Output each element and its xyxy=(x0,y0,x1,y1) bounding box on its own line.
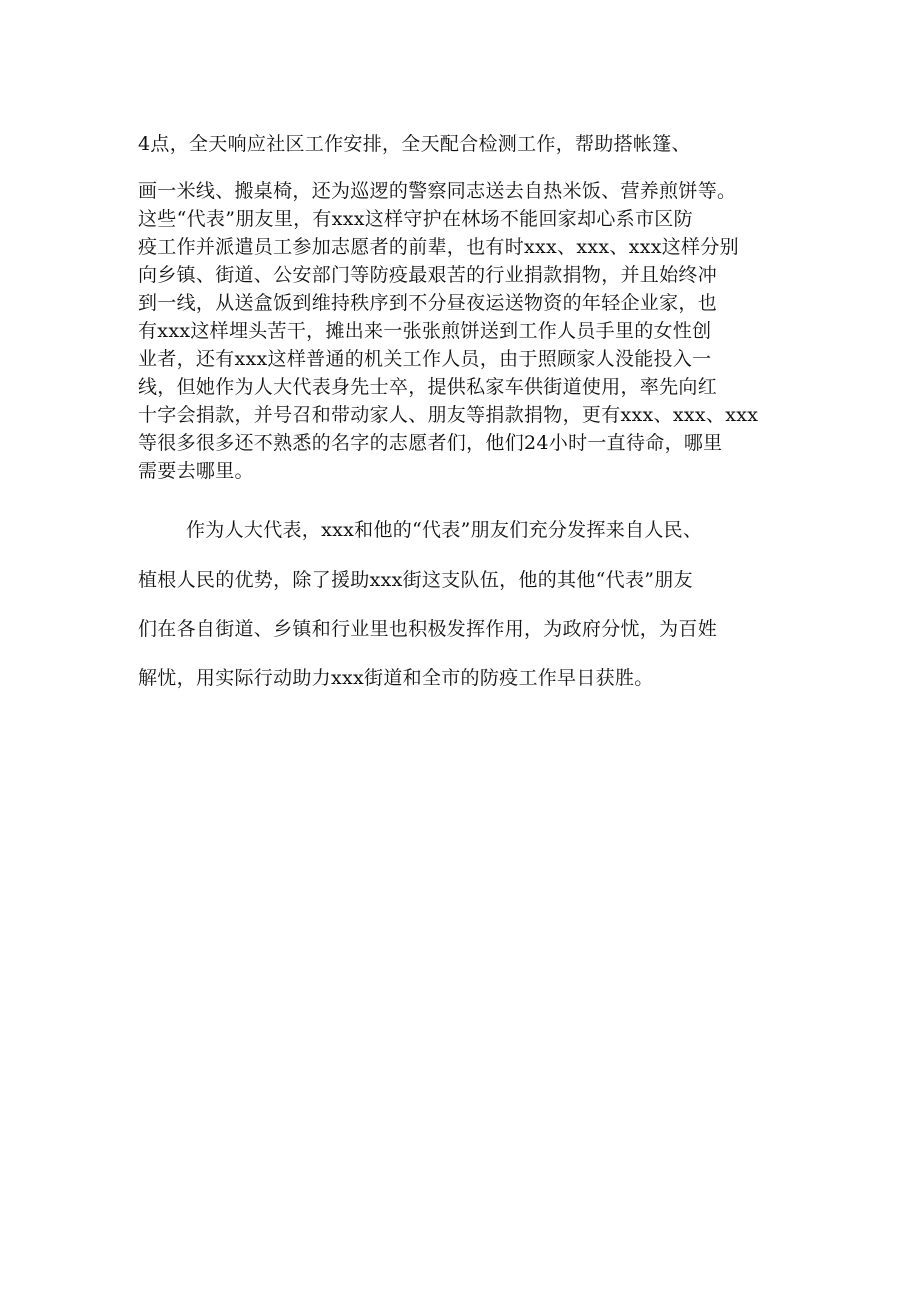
paragraph-2-line-1: 画一米线、搬桌椅，还为巡逻的警察同志送去自热米饭、营养煎饼等。 xyxy=(138,180,737,202)
paragraph-3-line-3: 们在各自街道、乡镇和行业里也积极发挥作用，为政府分忧，为百姓 xyxy=(138,618,718,640)
paragraph-2-line-8: 线，但她作为人大代表身先士卒，提供私家车供街道使用，率先向红 xyxy=(138,376,718,398)
paragraph-2-line-5: 到一线，从送盒饭到维持秩序到不分昼夜运送物资的年轻企业家，也 xyxy=(138,292,718,314)
paragraph-2-line-6: 有xxx这样埋头苦干，摊出来一张张煎饼送到工作人员手里的女性创 xyxy=(138,320,712,342)
paragraph-2-line-2: 这些“代表”朋友里，有xxx这样守护在林场不能回家却心系市区防 xyxy=(138,208,693,230)
paragraph-2-line-11: 需要去哪里。 xyxy=(138,460,254,482)
paragraph-2-line-7: 业者，还有xxx这样普通的机关工作人员，由于照顾家人没能投入一 xyxy=(138,348,712,370)
paragraph-3-line-2: 植根人民的优势，除了援助xxx街这支队伍，他的其他“代表”朋友 xyxy=(138,569,693,591)
paragraph-3-line-1: 作为人大代表，xxx和他的“代表”朋友们充分发挥来自人民、 xyxy=(186,519,703,541)
paragraph-3-line-4: 解忧，用实际行动助力xxx街道和全市的防疫工作早日获胜。 xyxy=(138,667,654,689)
paragraph-1-line-1: 4点，全天响应社区工作安排，全天配合检测工作，帮助搭帐篷、 xyxy=(138,133,691,155)
paragraph-2-line-9: 十字会捐款，并号召和带动家人、朋友等捐款捐物，更有xxx、xxx、xxx xyxy=(138,404,759,426)
paragraph-2-line-4: 向乡镇、街道、公安部门等防疫最艰苦的行业捐款捐物，并且始终冲 xyxy=(138,264,718,286)
paragraph-2-line-3: 疫工作并派遣员工参加志愿者的前辈，也有时xxx、xxx、xxx这样分别 xyxy=(138,236,739,258)
paragraph-2-line-10: 等很多很多还不熟悉的名字的志愿者们，他们24小时一直待命，哪里 xyxy=(138,432,723,454)
